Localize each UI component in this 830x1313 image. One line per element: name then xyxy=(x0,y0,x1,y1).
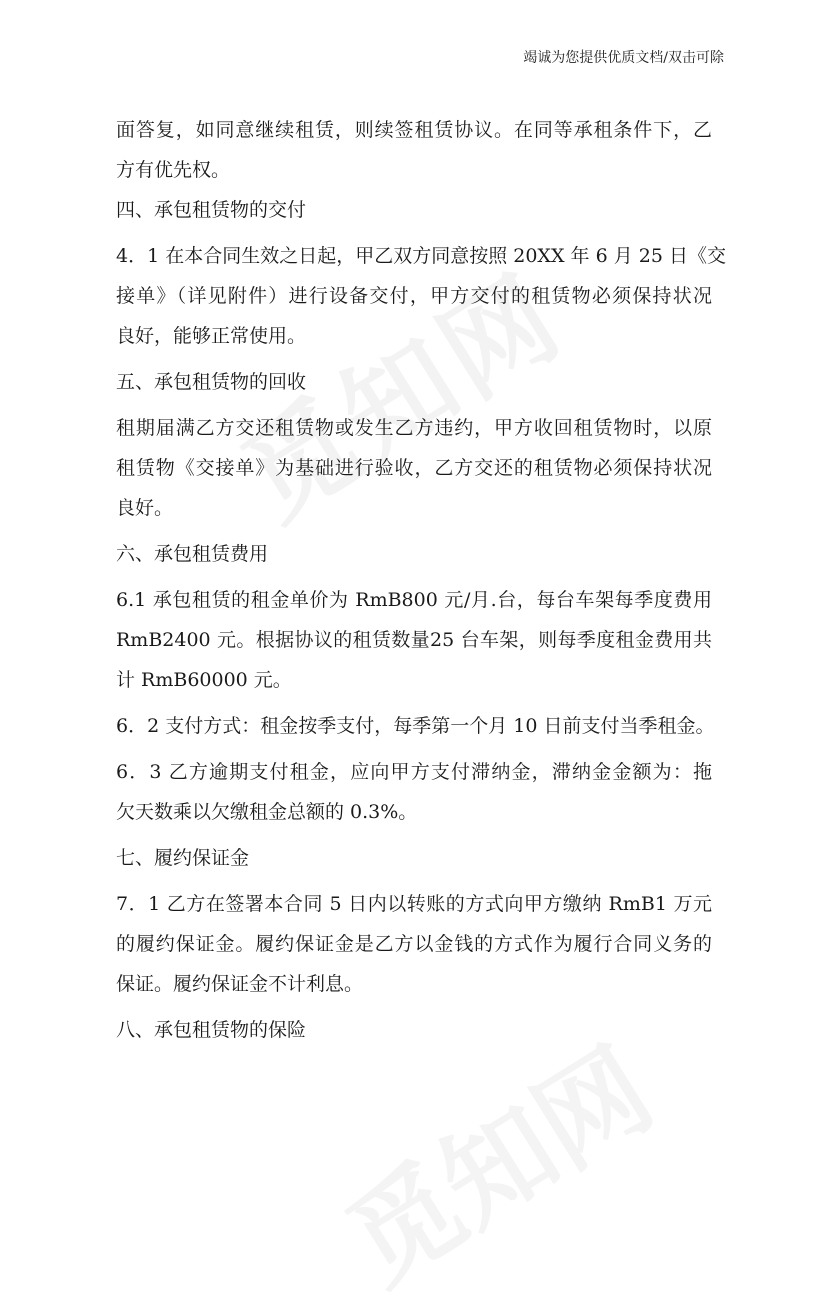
text-line: 计 RmB60000 元。 xyxy=(116,669,292,691)
text-line: 4．1 在本合同生效之日起，甲乙双方同意按照 20XX 年 6 月 25 日《交 xyxy=(116,245,726,267)
text-line: 6．3 乙方逾期支付租金，应向甲方支付滞纳金，滞纳金金额为：拖 xyxy=(116,761,712,783)
text-line: 接单》（详见附件）进行设备交付，甲方交付的租赁物必须保持状况 xyxy=(116,285,712,307)
watermark-lower xyxy=(313,1005,677,1313)
text-line: 五、承包租赁物的回收 xyxy=(116,371,307,393)
text-line: 六、承包租赁费用 xyxy=(116,543,269,565)
text-line: 的履约保证金。履约保证金是乙方以金钱的方式作为履行合同义务的 xyxy=(116,933,712,955)
text-line: 七、履约保证金 xyxy=(116,847,250,869)
text-line: 良好。 xyxy=(116,497,174,519)
text-line: 租赁物《交接单》为基础进行验收，乙方交还的租赁物必须保持状况 xyxy=(116,457,712,479)
text-line: 7．1 乙方在签署本合同 5 日内以转账的方式向甲方缴纳 RmB1 万元 xyxy=(116,893,712,915)
text-line: 6.1 承包租赁的租金单价为 RmB800 元/月.台，每台车架每季度费用 xyxy=(116,589,712,611)
text-line: RmB2400 元。根据协议的租赁数量25 台车架，则每季度租金费用共 xyxy=(116,629,712,651)
text-line: 四、承包租赁物的交付 xyxy=(116,199,307,221)
header-note: 竭诚为您提供优质文档/双击可除 xyxy=(523,50,724,66)
text-line: 面答复，如同意继续租赁，则续签租赁协议。在同等承租条件下，乙 xyxy=(116,119,712,141)
text-line: 保证。履约保证金不计利息。 xyxy=(116,973,364,995)
text-line: 欠天数乘以欠缴租金总额的 0.3%。 xyxy=(116,801,418,823)
text-line: 6．2 支付方式：租金按季支付，每季第一个月 10 日前支付当季租金。 xyxy=(116,715,715,737)
text-line: 租期届满乙方交还租赁物或发生乙方违约，甲方收回租赁物时，以原 xyxy=(116,417,712,439)
text-line: 八、承包租赁物的保险 xyxy=(116,1019,307,1041)
text-line: 良好，能够正常使用。 xyxy=(116,325,307,347)
text-line: 方有优先权。 xyxy=(116,159,231,181)
